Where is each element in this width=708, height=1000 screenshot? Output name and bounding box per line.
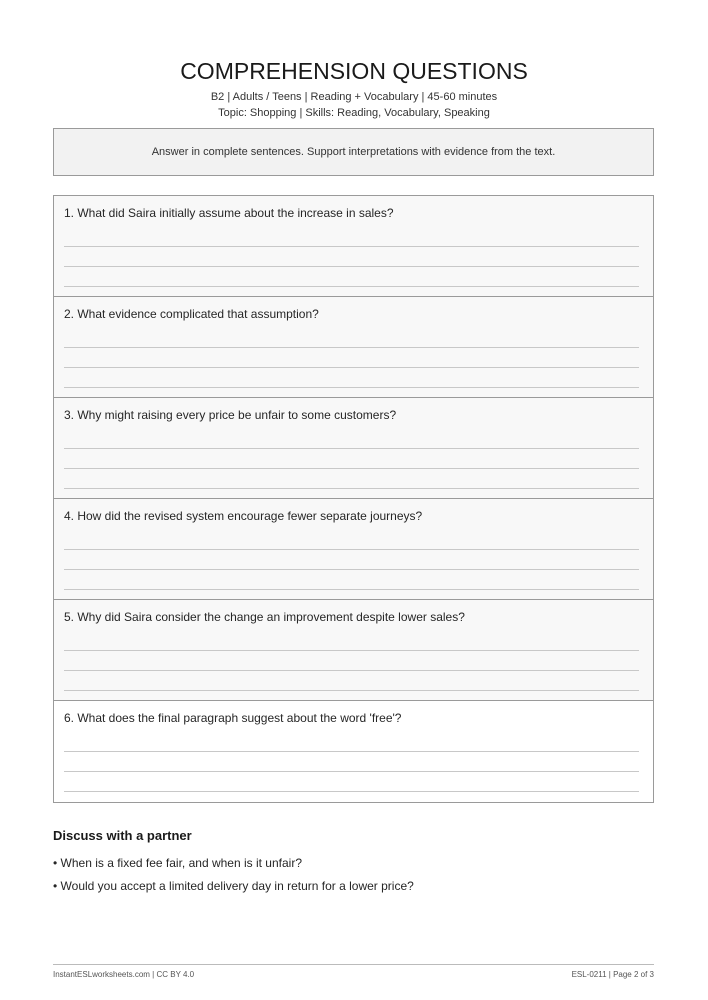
question-text: 6. What does the final paragraph suggest about the word 'free'? bbox=[64, 711, 402, 725]
instructions-text: Answer in complete sentences. Support interpretations with evidence from the text. bbox=[151, 146, 556, 158]
answer-line[interactable] bbox=[64, 468, 639, 469]
question-text: 3. Why might raising every price be unfair to some customers? bbox=[64, 408, 397, 422]
answer-line[interactable] bbox=[64, 246, 639, 247]
answer-line[interactable] bbox=[64, 266, 639, 267]
answer-line[interactable] bbox=[64, 549, 639, 550]
discussion-item: • When is a fixed fee fair, and when is it unfair? bbox=[53, 856, 302, 870]
answer-line[interactable] bbox=[64, 791, 639, 792]
question-box-6 bbox=[54, 701, 653, 803]
question-text: 2. What evidence complicated that assumption? bbox=[64, 307, 319, 321]
question-box-1 bbox=[54, 196, 653, 297]
instructions-box bbox=[53, 128, 654, 176]
answer-line[interactable] bbox=[64, 751, 639, 752]
answer-line[interactable] bbox=[64, 771, 639, 772]
questions-list bbox=[53, 195, 654, 803]
footer-page-number: ESL-0211 | Page 2 of 3 bbox=[571, 970, 654, 979]
question-box-2 bbox=[54, 297, 653, 398]
answer-line[interactable] bbox=[64, 650, 639, 651]
question-text: 4. How did the revised system encourage fewer separate journeys? bbox=[64, 509, 423, 523]
footer-divider bbox=[53, 964, 654, 965]
answer-line[interactable] bbox=[64, 387, 639, 388]
answer-line[interactable] bbox=[64, 448, 639, 449]
level-info: B2 | Adults / Teens | Reading + Vocabulary | 45-60 minutes bbox=[210, 91, 498, 103]
question-text: 1. What did Saira initially assume about the increase in sales? bbox=[64, 206, 394, 220]
answer-line[interactable] bbox=[64, 690, 639, 691]
discussion-heading: Discuss with a partner bbox=[53, 828, 192, 843]
question-text: 5. Why did Saira consider the change an improvement despite lower sales? bbox=[64, 610, 465, 624]
page-title: COMPREHENSION QUESTIONS bbox=[180, 58, 528, 84]
question-box-5 bbox=[54, 600, 653, 701]
answer-line[interactable] bbox=[64, 589, 639, 590]
topic-info: Topic: Shopping | Skills: Reading, Vocabulary, Speaking bbox=[218, 107, 490, 119]
answer-line[interactable] bbox=[64, 569, 639, 570]
footer-source: InstantESLworksheets.com | CC BY 4.0 bbox=[53, 970, 195, 979]
discussion-item: • Would you accept a limited delivery day in return for a lower price? bbox=[53, 879, 414, 893]
answer-line[interactable] bbox=[64, 488, 639, 489]
answer-line[interactable] bbox=[64, 670, 639, 671]
answer-line[interactable] bbox=[64, 286, 639, 287]
answer-line[interactable] bbox=[64, 347, 639, 348]
question-box-3 bbox=[54, 398, 653, 499]
question-box-4 bbox=[54, 499, 653, 600]
answer-line[interactable] bbox=[64, 367, 639, 368]
